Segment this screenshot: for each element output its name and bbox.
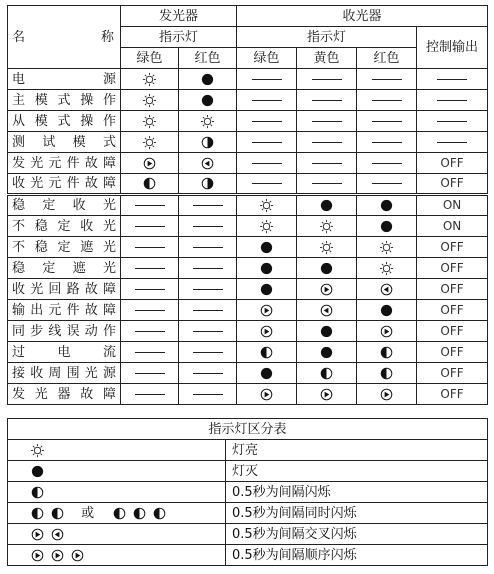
cell-indicator	[357, 363, 417, 384]
dash-line	[437, 100, 467, 101]
cell-indicator	[121, 132, 179, 153]
cell-output	[417, 237, 488, 258]
cell-indicator	[357, 195, 417, 216]
cell-dash	[357, 90, 417, 111]
table-row	[8, 363, 488, 384]
blink-icon	[200, 176, 215, 191]
dash-line	[437, 142, 467, 143]
dash-line	[372, 163, 402, 164]
cell-dash	[297, 132, 357, 153]
row-name-text: 不 稳 定 收 光	[12, 218, 116, 234]
table-row	[8, 132, 488, 153]
cell-dash	[179, 384, 237, 405]
row-name	[8, 363, 121, 384]
legend-desc: 0.5秒为间隔交叉闪烁	[226, 524, 488, 545]
row-name	[8, 90, 121, 111]
cell-dash	[121, 279, 179, 300]
blink-icon	[379, 345, 394, 360]
legend-or-text: 或	[81, 505, 95, 521]
cell-output	[417, 342, 488, 363]
cell-indicator	[297, 363, 357, 384]
cell-dash	[417, 69, 488, 90]
dash-line	[135, 310, 165, 311]
dash-line	[312, 142, 342, 143]
cell-indicator	[237, 363, 297, 384]
dash-line	[252, 79, 282, 80]
dash-line	[193, 331, 223, 332]
dash-line	[437, 79, 467, 80]
cell-indicator	[179, 69, 237, 90]
cell-indicator	[121, 174, 179, 195]
table-row	[8, 384, 488, 405]
dash-line	[252, 121, 282, 122]
cell-dash	[417, 111, 488, 132]
row-name-text: 主 模 式 操 作	[12, 92, 116, 108]
cell-dash	[179, 216, 237, 237]
dash-line	[193, 226, 223, 227]
cell-dash	[297, 174, 357, 195]
cell-dash	[357, 69, 417, 90]
cell-indicator	[237, 216, 297, 237]
table-row	[8, 111, 488, 132]
cell-indicator	[237, 258, 297, 279]
table-row	[8, 321, 488, 342]
cell-output	[417, 174, 488, 195]
name-column-header	[8, 6, 121, 69]
receiver-red-header: 红色	[357, 48, 417, 69]
blink-right-icon	[30, 548, 45, 563]
emitter-indicator-header: 指示灯	[121, 27, 237, 48]
dash-line	[135, 247, 165, 248]
dash-line	[193, 373, 223, 374]
cell-dash	[297, 90, 357, 111]
blink-right-icon	[142, 156, 157, 171]
blink-icon	[30, 506, 45, 521]
cell-output	[417, 195, 488, 216]
dash-line	[135, 226, 165, 227]
cell-dash	[237, 69, 297, 90]
cell-dash	[121, 195, 179, 216]
table-row	[8, 237, 488, 258]
dash-line	[135, 289, 165, 290]
blink-right-icon	[259, 387, 274, 402]
cell-indicator	[357, 216, 417, 237]
cell-dash	[237, 132, 297, 153]
row-name	[8, 69, 121, 90]
output-state: ON	[442, 218, 462, 233]
legend-symbol-seq-blink	[8, 545, 226, 566]
cell-indicator	[297, 258, 357, 279]
dash-line	[135, 394, 165, 395]
blink-icon	[112, 506, 127, 521]
cell-dash	[121, 258, 179, 279]
cell-output	[417, 279, 488, 300]
cell-indicator	[237, 342, 297, 363]
row-name	[8, 153, 121, 174]
row-name-text: 接 收 周 围 光 源	[12, 365, 116, 381]
dash-line	[252, 163, 282, 164]
output-state: OFF	[440, 302, 464, 317]
dash-line	[372, 79, 402, 80]
receiver-yellow-header: 黄色	[297, 48, 357, 69]
name-header-left: 名	[12, 29, 26, 45]
cell-dash	[297, 153, 357, 174]
dash-line	[372, 183, 402, 184]
blink-right-icon	[50, 548, 65, 563]
row-name-text: 发 光 器 故 障	[12, 386, 116, 402]
row-name	[8, 237, 121, 258]
cell-indicator	[357, 237, 417, 258]
blink-icon	[259, 345, 274, 360]
cell-dash	[297, 69, 357, 90]
emitter-red-header: 红色	[179, 48, 237, 69]
dash-line	[312, 163, 342, 164]
light-off-icon	[319, 261, 334, 276]
cell-indicator	[297, 216, 357, 237]
emitter-header: 发光器	[121, 6, 237, 27]
table-row	[8, 90, 488, 111]
dash-line	[372, 121, 402, 122]
light-on-icon	[142, 114, 157, 129]
cell-output	[417, 321, 488, 342]
blink-right-icon	[319, 387, 334, 402]
cell-indicator	[237, 279, 297, 300]
light-off-icon	[319, 324, 334, 339]
blink-left-icon	[319, 303, 334, 318]
row-name-text: 收 光 元 件 故 障	[12, 176, 116, 191]
cell-dash	[121, 321, 179, 342]
cell-dash	[357, 174, 417, 195]
cell-dash	[237, 153, 297, 174]
light-off-icon	[379, 219, 394, 234]
output-state: OFF	[440, 239, 464, 254]
cell-indicator	[179, 111, 237, 132]
blink-icon	[152, 506, 167, 521]
dash-line	[193, 352, 223, 353]
row-name	[8, 195, 121, 216]
receiver-indicator-header: 指示灯	[237, 27, 417, 48]
output-state: OFF	[440, 260, 464, 275]
light-off-icon	[200, 93, 215, 108]
blink-right-icon	[259, 303, 274, 318]
light-off-icon	[379, 198, 394, 213]
light-on-icon	[30, 443, 45, 458]
dash-line	[193, 394, 223, 395]
dash-line	[193, 268, 223, 269]
light-on-icon	[200, 114, 215, 129]
dash-line	[193, 289, 223, 290]
cell-dash	[179, 300, 237, 321]
dash-line	[372, 100, 402, 101]
row-name-text: 测 试 模 式	[12, 134, 116, 150]
cell-dash	[179, 279, 237, 300]
light-off-icon	[319, 345, 334, 360]
light-on-icon	[142, 93, 157, 108]
cell-dash	[237, 111, 297, 132]
cell-dash	[237, 90, 297, 111]
cell-indicator	[237, 300, 297, 321]
light-on-icon	[319, 219, 334, 234]
row-name	[8, 216, 121, 237]
light-on-icon	[142, 135, 157, 150]
cell-indicator	[237, 384, 297, 405]
cell-indicator	[357, 279, 417, 300]
legend-desc: 0.5秒为间隔顺序闪烁	[226, 545, 488, 566]
dash-line	[193, 310, 223, 311]
dash-line	[252, 142, 282, 143]
blink-icon	[142, 176, 157, 191]
cell-indicator	[297, 384, 357, 405]
cell-dash	[121, 216, 179, 237]
cell-dash	[237, 174, 297, 195]
cell-output	[417, 384, 488, 405]
row-name-text: 输 出 元 件 故 障	[12, 302, 116, 318]
blink-right-icon	[30, 527, 45, 542]
cell-indicator	[357, 342, 417, 363]
output-state: OFF	[440, 323, 464, 338]
cell-dash	[357, 153, 417, 174]
blink-icon	[50, 506, 65, 521]
row-name-text: 从 模 式 操 作	[12, 113, 116, 129]
cell-indicator	[357, 258, 417, 279]
table-row	[8, 342, 488, 363]
cell-indicator	[357, 300, 417, 321]
cell-indicator	[237, 321, 297, 342]
table-row	[8, 195, 488, 216]
output-state: ON	[442, 198, 462, 212]
cell-output	[417, 258, 488, 279]
output-state: OFF	[440, 155, 464, 170]
cell-dash	[179, 363, 237, 384]
light-on-icon	[379, 240, 394, 255]
row-name	[8, 300, 121, 321]
dash-line	[135, 352, 165, 353]
dash-line	[312, 79, 342, 80]
cell-indicator	[297, 195, 357, 216]
legend-symbol-on	[8, 440, 226, 461]
cell-dash	[179, 321, 237, 342]
blink-right-icon	[259, 324, 274, 339]
cell-indicator	[357, 321, 417, 342]
light-off-icon	[259, 282, 274, 297]
row-name	[8, 132, 121, 153]
cell-indicator	[179, 174, 237, 195]
cell-dash	[297, 111, 357, 132]
cell-indicator	[237, 237, 297, 258]
row-name-text: 不 稳 定 遮 光	[12, 239, 116, 255]
row-name-text: 发 光 元 件 故 障	[12, 155, 116, 171]
legend-symbol-off	[8, 461, 226, 482]
table-row	[8, 153, 488, 174]
name-header-right: 称	[100, 29, 114, 45]
cell-dash	[179, 195, 237, 216]
cell-indicator	[357, 384, 417, 405]
row-name-text: 稳 定 遮 光	[12, 260, 116, 276]
legend-title: 指示灯区分表	[8, 419, 488, 440]
blink-icon	[200, 135, 215, 150]
legend-desc: 灯亮	[226, 440, 488, 461]
light-on-icon	[379, 261, 394, 276]
receiver-green-header: 绿色	[237, 48, 297, 69]
light-off-icon	[379, 303, 394, 318]
light-off-icon	[259, 240, 274, 255]
light-off-icon	[259, 261, 274, 276]
cell-dash	[357, 132, 417, 153]
dash-line	[437, 121, 467, 122]
cell-output	[417, 153, 488, 174]
table-row	[8, 69, 488, 90]
row-name-text: 同 步 线 误 动 作	[12, 323, 116, 339]
cell-dash	[121, 342, 179, 363]
cell-dash	[121, 300, 179, 321]
dash-line	[312, 100, 342, 101]
cell-output	[417, 216, 488, 237]
dash-line	[135, 268, 165, 269]
blink-left-icon	[200, 156, 215, 171]
row-name	[8, 111, 121, 132]
indicator-legend-table	[7, 418, 488, 566]
row-name-text: 电 源	[12, 71, 116, 87]
cell-indicator	[297, 300, 357, 321]
cell-dash	[357, 111, 417, 132]
legend-desc: 0.5秒为间隔同时闪烁	[226, 503, 488, 524]
cell-indicator	[297, 237, 357, 258]
row-name	[8, 258, 121, 279]
cell-indicator	[237, 195, 297, 216]
output-state: OFF	[440, 386, 464, 401]
output-state: OFF	[440, 344, 464, 359]
cell-dash	[121, 363, 179, 384]
table-row	[8, 258, 488, 279]
blink-icon	[30, 485, 45, 500]
light-off-icon	[259, 366, 274, 381]
table-row	[8, 216, 488, 237]
cell-dash	[417, 90, 488, 111]
dash-line	[193, 205, 223, 206]
light-off-icon	[30, 464, 45, 479]
output-state: OFF	[440, 281, 464, 296]
row-name	[8, 279, 121, 300]
cell-dash	[121, 384, 179, 405]
blink-icon	[379, 366, 394, 381]
legend-symbol-cross-blink	[8, 524, 226, 545]
cell-dash	[179, 237, 237, 258]
blink-right-icon	[379, 324, 394, 339]
cell-indicator	[179, 132, 237, 153]
legend-desc: 0.5秒为间隔闪烁	[226, 482, 488, 503]
blink-right-icon	[319, 282, 334, 297]
legend-symbol-blink	[8, 482, 226, 503]
blink-icon	[319, 366, 334, 381]
light-on-icon	[319, 240, 334, 255]
table-row	[8, 279, 488, 300]
cell-dash	[417, 132, 488, 153]
row-name	[8, 384, 121, 405]
light-off-icon	[200, 72, 215, 87]
cell-output	[417, 363, 488, 384]
dash-line	[135, 331, 165, 332]
output-state: OFF	[440, 365, 464, 380]
row-name	[8, 321, 121, 342]
row-name-text: 收 光 回 路 故 障	[12, 281, 116, 297]
row-name-text: 稳 定 收 光	[12, 198, 116, 213]
cell-indicator	[179, 90, 237, 111]
table-row	[8, 174, 488, 195]
blink-left-icon	[379, 282, 394, 297]
blink-right-icon	[379, 387, 394, 402]
light-on-icon	[259, 198, 274, 213]
cell-dash	[179, 258, 237, 279]
cell-indicator	[179, 153, 237, 174]
legend-desc: 灯灭	[226, 461, 488, 482]
blink-right-icon	[70, 548, 85, 563]
dash-line	[135, 373, 165, 374]
cell-indicator	[297, 321, 357, 342]
blink-left-icon	[50, 527, 65, 542]
dash-line	[135, 205, 165, 206]
dash-line	[312, 183, 342, 184]
light-off-icon	[319, 198, 334, 213]
light-on-icon	[259, 219, 274, 234]
dash-line	[372, 142, 402, 143]
dash-line	[252, 100, 282, 101]
legend-symbol-sync-blink	[8, 503, 226, 524]
cell-dash	[121, 237, 179, 258]
light-on-icon	[142, 72, 157, 87]
output-state: OFF	[440, 176, 464, 190]
control-output-header: 控制输出	[417, 27, 488, 69]
cell-output	[417, 300, 488, 321]
dash-line	[312, 121, 342, 122]
cell-dash	[179, 342, 237, 363]
emitter-green-header: 绿色	[121, 48, 179, 69]
blink-icon	[132, 506, 147, 521]
indicator-status-table	[7, 5, 488, 405]
row-name	[8, 174, 121, 195]
receiver-header: 收光器	[237, 6, 488, 27]
table-row	[8, 300, 488, 321]
cell-indicator	[121, 90, 179, 111]
cell-indicator	[297, 342, 357, 363]
cell-indicator	[121, 69, 179, 90]
dash-line	[193, 247, 223, 248]
row-name-text: 过 电 流	[12, 344, 116, 360]
cell-indicator	[121, 153, 179, 174]
row-name	[8, 342, 121, 363]
cell-indicator	[121, 111, 179, 132]
cell-indicator	[297, 279, 357, 300]
dash-line	[252, 183, 282, 184]
